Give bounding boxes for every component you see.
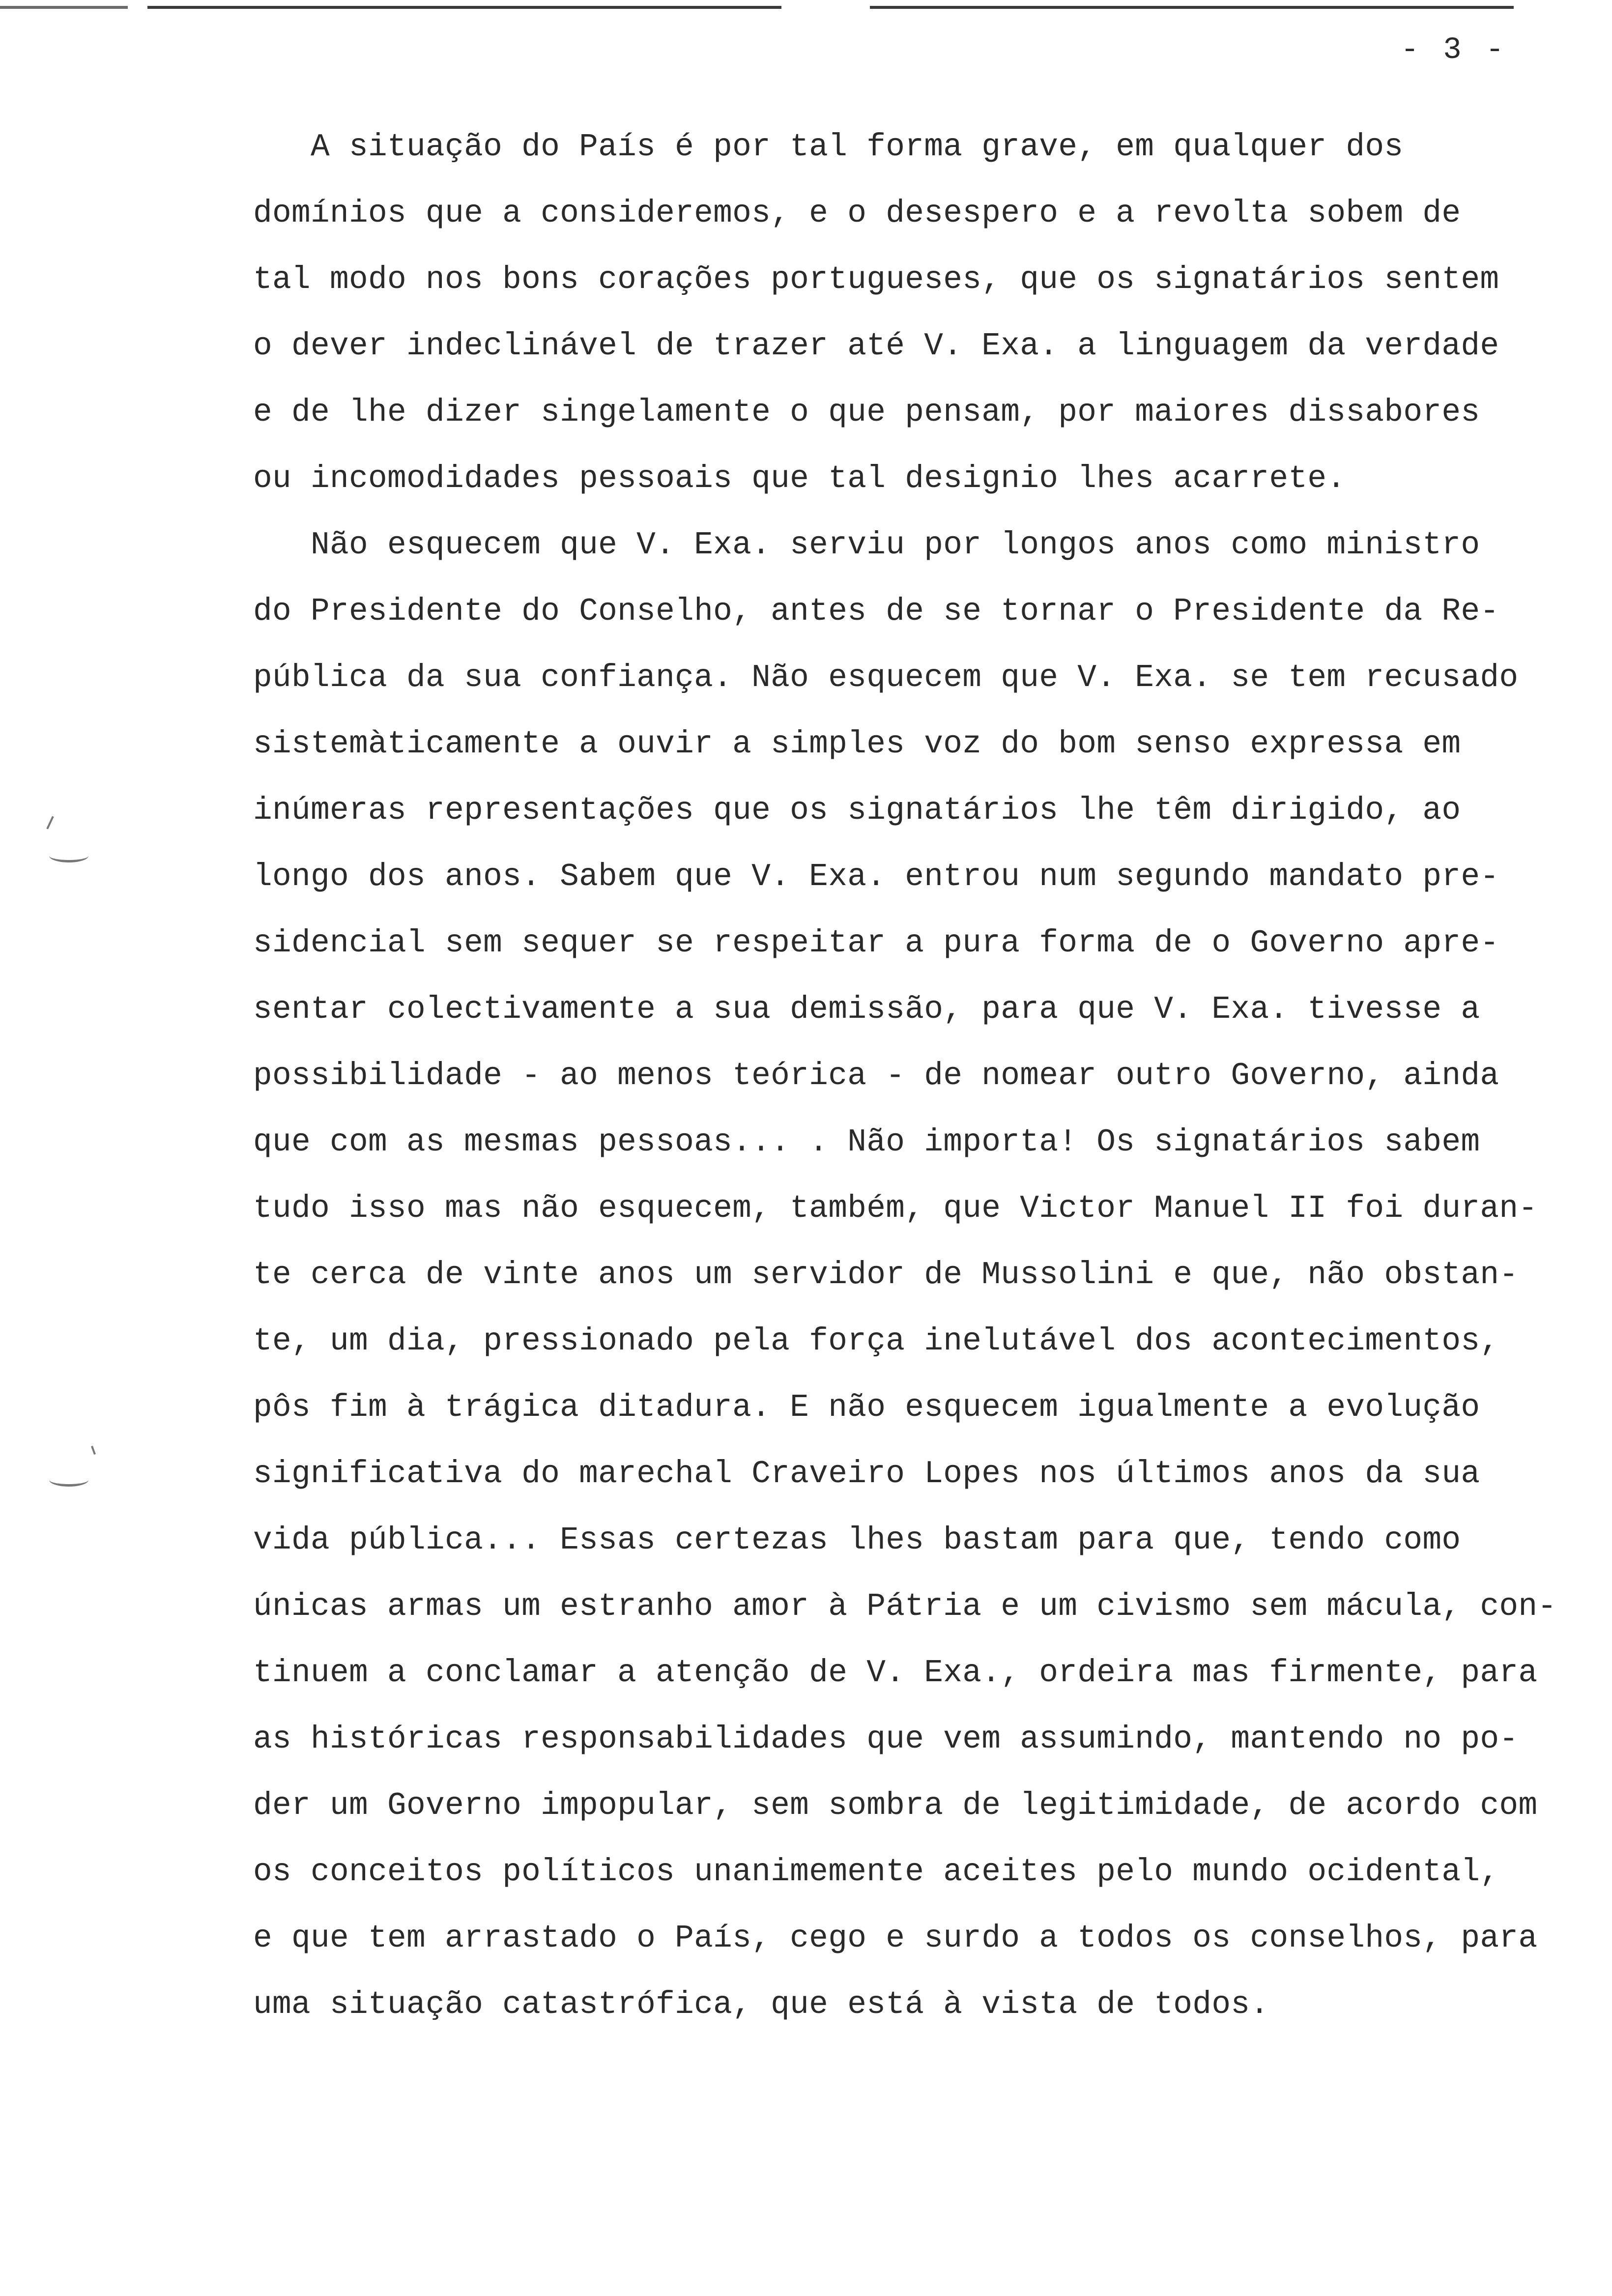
text-line: longo dos anos. Sabem que V. Exa. entrou num segundo mandato pre- <box>253 859 1499 895</box>
text-line: possibilidade - ao menos teórica - de nomear outro Governo, ainda <box>253 1058 1499 1094</box>
text-line: tudo isso mas não esquecem, também, que Victor Manuel II foi duran- <box>253 1191 1538 1227</box>
text-line: ou incomodidades pessoais que tal designio lhes acarrete. <box>253 461 1346 497</box>
top-rule-right <box>870 6 1514 9</box>
text-line: sidencial sem sequer se respeitar a pura forma de o Governo apre- <box>253 925 1499 961</box>
margin-tick-mark <box>46 816 54 829</box>
text-line: e que tem arrastado o País, cego e surdo a todos os conselhos, para <box>253 1921 1538 1956</box>
text-line: A situação do País é por tal forma grave, em qualquer dos <box>253 129 1404 165</box>
text-line: tal modo nos bons corações portugueses, que os signatários sentem <box>253 262 1499 298</box>
text-line: tinuem a conclamar a atenção de V. Exa., ordeira mas firmente, para <box>253 1655 1538 1691</box>
text-line: únicas armas um estranho amor à Pátria e um civismo sem mácula, con- <box>253 1589 1557 1625</box>
text-line: pública da sua confiança. Não esquecem que V. Exa. se tem recusado <box>253 660 1519 696</box>
text-line: os conceitos políticos unanimemente aceites pelo mundo ocidental, <box>253 1854 1499 1890</box>
text-line: domínios que a consideremos, e o desespero e a revolta sobem de <box>253 196 1461 231</box>
text-line: sistemàticamente a ouvir a simples voz do bom senso expressa em <box>253 726 1461 762</box>
margin-tick-mark <box>91 1446 96 1455</box>
text-line: der um Governo impopular, sem sombra de legitimidade, de acordo com <box>253 1788 1538 1824</box>
text-line: que com as mesmas pessoas... . Não importa! Os signatários sabem <box>253 1124 1480 1160</box>
text-line: pôs fim à trágica ditadura. E não esquecem igualmente a evolução <box>253 1390 1480 1426</box>
text-line: sentar colectivamente a sua demissão, para que V. Exa. tivesse a <box>253 992 1480 1028</box>
text-line: inúmeras representações que os signatários lhe têm dirigido, ao <box>253 793 1461 829</box>
text-line: Não esquecem que V. Exa. serviu por longos anos como ministro <box>253 527 1480 563</box>
text-line: e de lhe dizer singelamente o que pensam, por maiores dissabores <box>253 395 1480 430</box>
top-rule-middle <box>147 6 781 9</box>
text-line: o dever indeclinável de trazer até V. Exa. a linguagem da verdade <box>253 328 1499 364</box>
text-line: as históricas responsabilidades que vem assumindo, mantendo no po- <box>253 1722 1519 1757</box>
text-line: do Presidente do Conselho, antes de se tornar o Presidente da Re- <box>253 594 1499 630</box>
text-line: te, um dia, pressionado pela força inelutável dos acontecimentos, <box>253 1323 1499 1359</box>
margin-bracket-mark <box>49 1473 88 1487</box>
top-rule-left <box>0 6 128 9</box>
margin-bracket-mark <box>49 849 88 862</box>
text-line: significativa do marechal Craveiro Lopes nos últimos anos da sua <box>253 1456 1480 1492</box>
page-number: - 3 - <box>1401 32 1507 67</box>
text-line: uma situação catastrófica, que está à vista de todos. <box>253 1987 1269 2023</box>
text-line: te cerca de vinte anos um servidor de Mussolini e que, não obstan- <box>253 1257 1519 1293</box>
text-line: vida pública... Essas certezas lhes bastam para que, tendo como <box>253 1522 1461 1558</box>
